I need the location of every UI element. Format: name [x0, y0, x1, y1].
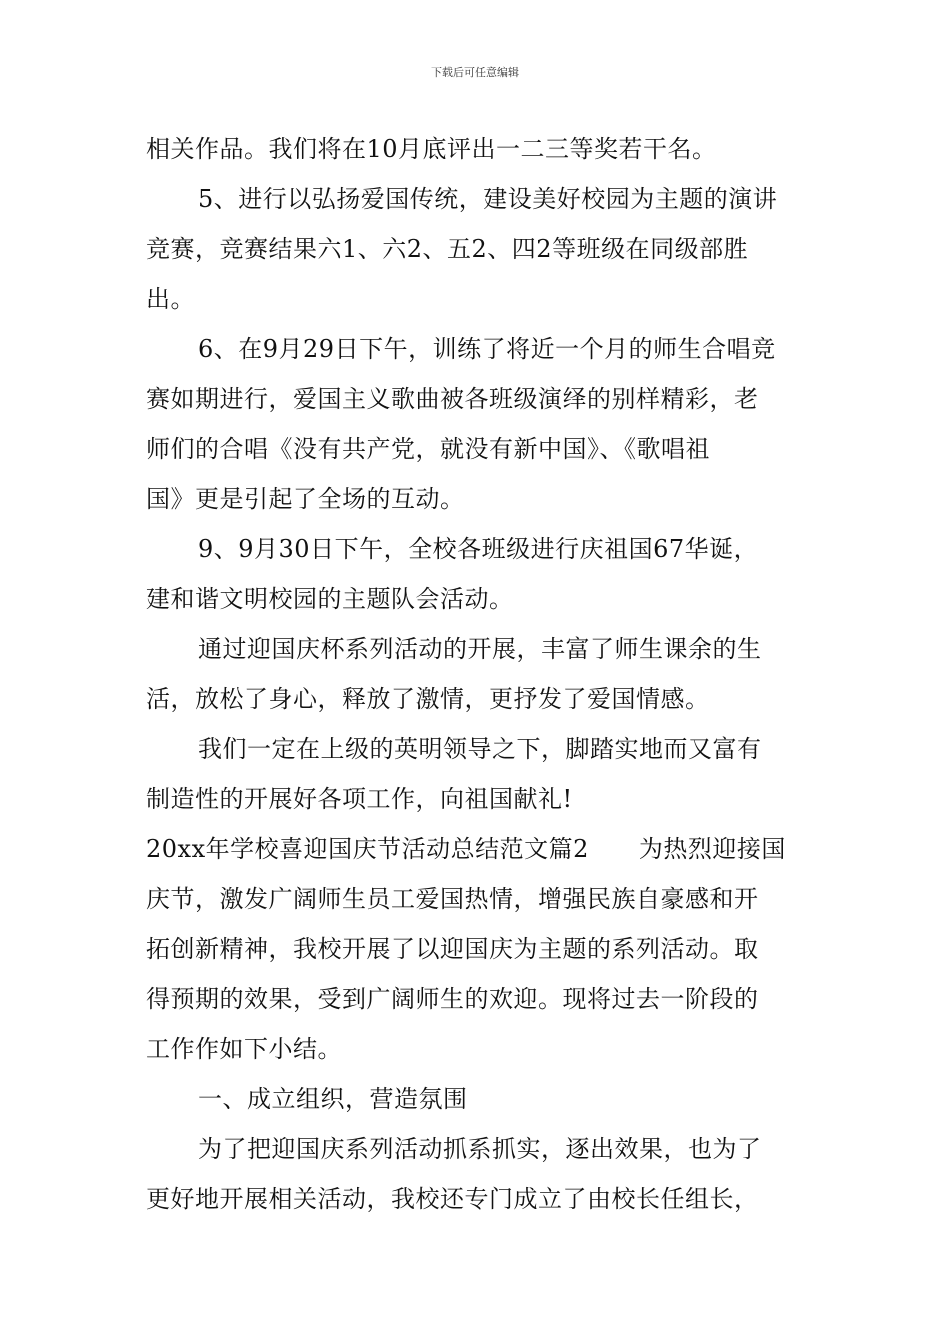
body-line: 竞赛，竞赛结果六1、六2、五2、四2等班级在同级部胜 [146, 235, 749, 263]
body-line: 活，放松了身心，释放了激情，更抒发了爱国情感。 [146, 685, 710, 713]
body-line: 9、9月30日下午，全校各班级进行庆祖国67华诞， [198, 535, 759, 563]
body-line: 制造性的开展好各项工作，向祖国献礼! [146, 785, 573, 813]
body-line: 庆节，激发广阔师生员工爱国热情，增强民族自豪感和开 [146, 885, 759, 913]
body-line: 相关作品。我们将在10月底评出一二三等奖若干名。 [146, 135, 717, 163]
document-body [146, 124, 808, 1224]
body-line: 建和谐文明校园的主题队会活动。 [146, 585, 514, 613]
body-line: 国》更是引起了全场的互动。 [146, 485, 465, 513]
body-line: 拓创新精神，我校开展了以迎国庆为主题的系列活动。取 [146, 935, 759, 963]
subheading-line: 一、成立组织，营造氛围 [198, 1085, 468, 1113]
body-line: 赛如期进行，爱国主义歌曲被各班级演绎的别样精彩，老 [146, 385, 759, 413]
body-line: 6、在9月29日下午，训练了将近一个月的师生合唱竞 [198, 335, 776, 363]
body-line: 工作作如下小结。 [146, 1035, 342, 1063]
body-line: 我们一定在上级的英明领导之下，脚踏实地而又富有 [198, 735, 762, 763]
body-line-continuation: 为热烈迎接国 [638, 835, 786, 863]
section-title: 20xx年学校喜迎国庆节活动总结范文篇2 [146, 835, 589, 863]
body-line: 为了把迎国庆系列活动抓系抓实，逐出效果，也为了 [198, 1135, 762, 1163]
body-line: 5、进行以弘扬爱国传统，建设美好校园为主题的演讲 [198, 185, 778, 213]
body-line: 师们的合唱《没有共产党，就没有新中国》、《歌唱祖 [146, 435, 710, 463]
body-line: 通过迎国庆杯系列活动的开展，丰富了师生课余的生 [198, 635, 762, 663]
body-line: 出。 [146, 285, 195, 313]
section-heading-line [146, 824, 808, 874]
page-header: 下载后可任意编辑 [431, 66, 519, 79]
body-line: 得预期的效果，受到广阔师生的欢迎。现将过去一阶段的 [146, 985, 759, 1013]
body-line: 更好地开展相关活动，我校还专门成立了由校长任组长， [146, 1185, 759, 1213]
